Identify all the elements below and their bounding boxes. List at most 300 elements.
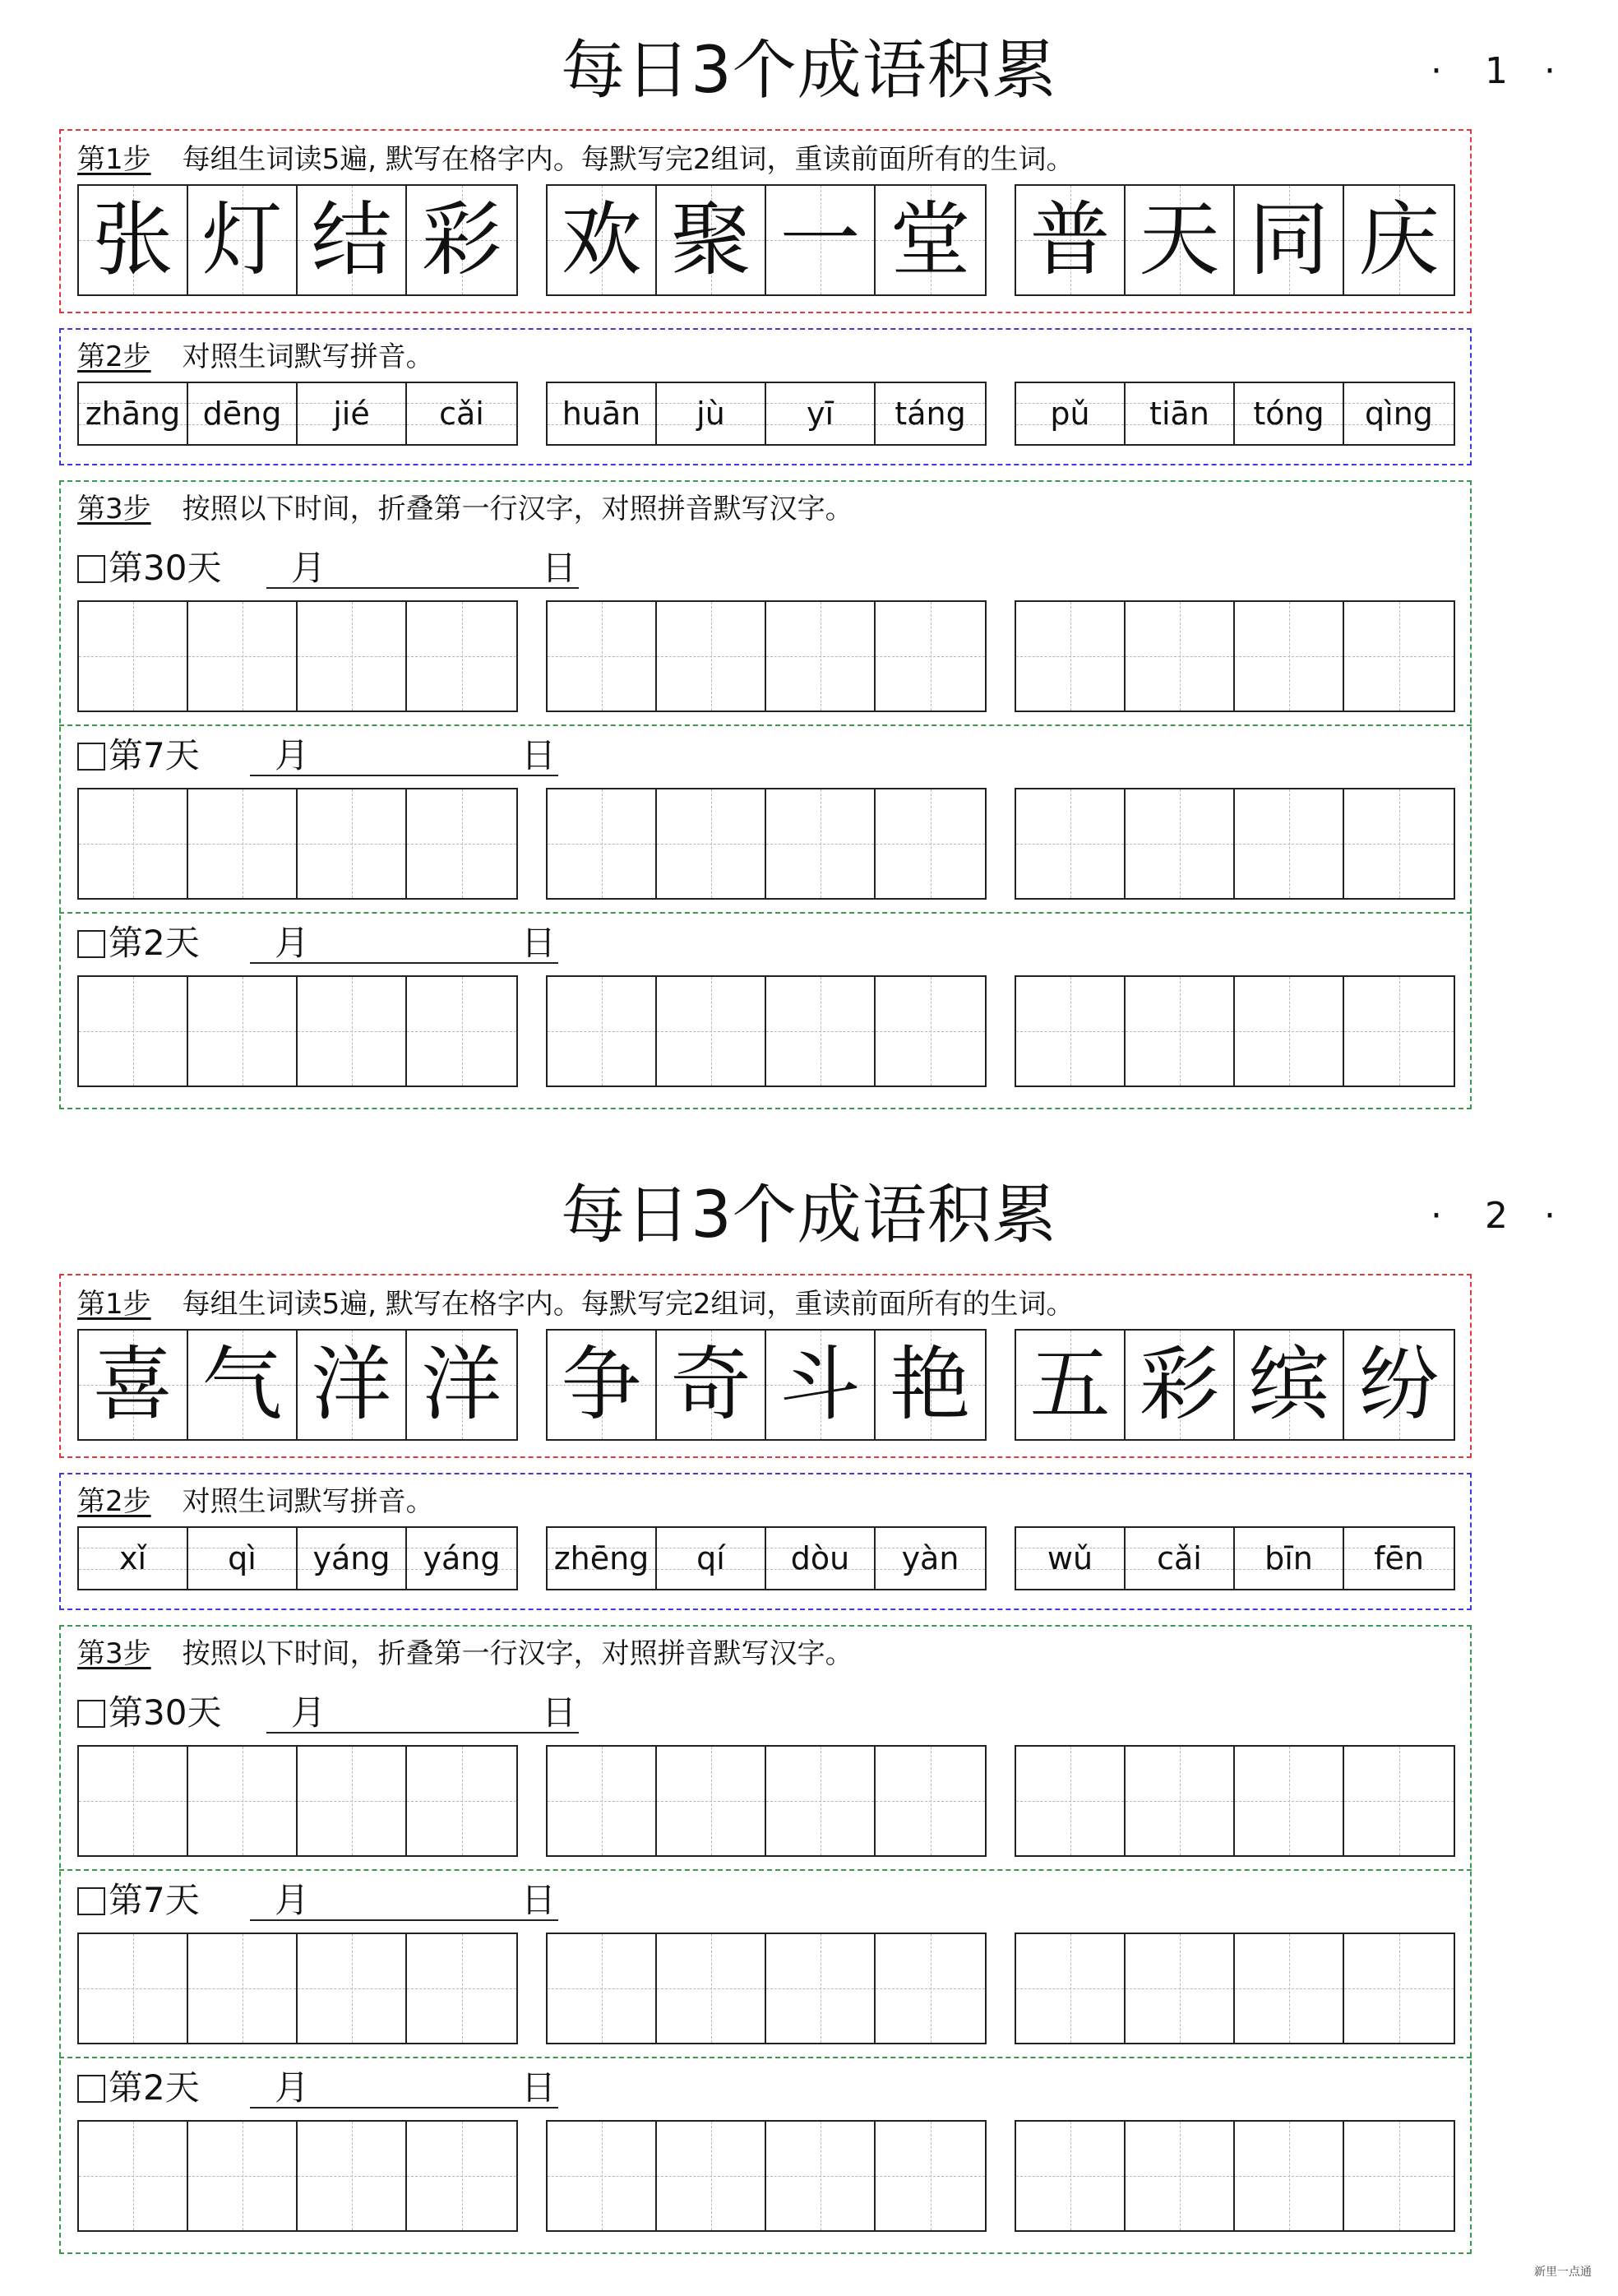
pinyin-text: yàn [901,1540,959,1576]
grid-guide-vertical [602,1934,603,2043]
grid-guide-vertical [711,1934,712,2043]
pinyin-text: yáng [423,1540,501,1576]
grid-guide-vertical [931,1747,932,1855]
character-cell [548,186,657,294]
pinyin-text: jù [696,396,725,432]
pinyin-cell [766,383,876,444]
idiom-character: 纷 [1358,1338,1440,1432]
checkbox[interactable] [77,930,105,958]
pinyin-cell [1126,383,1235,444]
grid-guide-vertical [462,1747,463,1855]
page-number [1431,43,1562,100]
idiom-box[interactable] [77,1933,518,2044]
review-day-label: 第2天 [109,923,200,963]
pinyin-box [546,1526,987,1590]
character-cell [407,1331,516,1439]
writing-cell[interactable] [657,1934,766,2043]
pinyin-cell [548,383,657,444]
section-divider [59,724,1472,726]
grid-guide-vertical [352,1934,353,2043]
writing-cell[interactable] [1235,602,1344,711]
day-label: 日 [521,2067,557,2108]
pinyin-cell [766,1528,876,1589]
grid-guide-vertical [1070,602,1071,711]
grid-guide-vertical [1399,1934,1400,2043]
idiom-character: 灯 [201,193,283,287]
step-number: 第3步 [77,1637,151,1670]
pinyin-text: yī [806,396,834,432]
grid-guide-vertical [462,602,463,711]
pinyin-box [1015,382,1455,446]
writing-cell[interactable] [79,2122,188,2230]
writing-cell[interactable] [876,977,985,1086]
idiom-box [546,1329,987,1441]
step-instruction: 对照生词默写拼音。 [182,340,434,373]
grid-guide-vertical [1289,789,1290,898]
idiom-box[interactable] [1015,600,1455,712]
writing-cell[interactable] [188,789,298,898]
review-day-row [77,548,653,589]
section-divider [59,1869,1472,1871]
writing-cell[interactable] [876,1934,985,2043]
step1-instruction [77,141,1075,178]
idiom-character: 庆 [1358,193,1440,287]
pinyin-text: qì [228,1540,257,1576]
pinyin-box [546,382,987,446]
idiom-box[interactable] [1015,1745,1455,1857]
grid-guide-vertical [1180,789,1181,898]
grid-guide-vertical [931,977,932,1086]
pinyin-cell [1016,383,1126,444]
grid-guide-vertical [602,1747,603,1855]
writing-cell[interactable] [1344,789,1454,898]
grid-guide-vertical [1399,789,1400,898]
idiom-box [77,184,518,296]
pinyin-text: huān [562,396,641,432]
character-cell [657,186,766,294]
grid-guide-vertical [602,2122,603,2230]
writing-cell[interactable] [79,1747,188,1855]
character-cell [876,186,985,294]
writing-cell[interactable] [188,2122,298,2230]
writing-cell[interactable] [1235,2122,1344,2230]
idiom-character: 洋 [421,1338,502,1432]
step1-instruction [77,1286,1075,1322]
pinyin-cell [407,1528,516,1589]
writing-cell[interactable] [407,789,516,898]
writing-cell[interactable] [1235,977,1344,1086]
pinyin-cell [1126,1528,1235,1589]
grid-guide-vertical [133,977,134,1086]
idiom-character: 天 [1139,193,1220,287]
pinyin-cell [657,383,766,444]
writing-cell[interactable] [1126,977,1235,1086]
grid-guide-vertical [352,789,353,898]
page-number-value: 2 [1485,1195,1508,1237]
writing-cell[interactable] [657,602,766,711]
character-cell [1344,186,1454,294]
character-cell [1126,1331,1235,1439]
pinyin-text: zhāng [85,396,181,432]
pinyin-box [1015,1526,1455,1590]
writing-cell[interactable] [548,977,657,1086]
idiom-character: 结 [311,193,392,287]
idiom-box[interactable] [546,2120,987,2232]
idiom-box[interactable] [77,788,518,900]
grid-guide-vertical [931,1934,932,2043]
idiom-box[interactable] [1015,975,1455,1087]
grid-guide-vertical [711,977,712,1086]
writing-cell[interactable] [766,2122,876,2230]
writing-cell[interactable] [407,1934,516,2043]
idiom-box[interactable] [77,975,518,1087]
grid-guide-vertical [352,602,353,711]
pinyin-cell [876,1528,985,1589]
day-label: 日 [542,548,577,588]
character-cell [1016,1331,1126,1439]
pinyin-text: cǎi [439,396,484,432]
grid-guide-vertical [1289,1747,1290,1855]
step-instruction: 对照生词默写拼音。 [182,1485,434,1518]
section-divider [59,2057,1472,2058]
review-day-label: 第2天 [109,2067,200,2108]
page-title: 每日3个成语积累 [561,1178,1057,1252]
writing-cell[interactable] [1126,602,1235,711]
grid-guide-vertical [133,1747,134,1855]
pinyin-text: qí [696,1540,725,1576]
idiom-box[interactable] [546,1933,987,2044]
grid-guide-vertical [1399,977,1400,1086]
writing-cell[interactable] [1235,789,1344,898]
step-number: 第3步 [77,493,151,525]
pinyin-cell [298,1528,407,1589]
grid-guide-vertical [133,2122,134,2230]
pinyin-text: pǔ [1050,396,1090,432]
writing-cell[interactable] [298,602,407,711]
idiom-character: 缤 [1248,1338,1329,1432]
writing-cell[interactable] [766,1747,876,1855]
pinyin-text: tóng [1253,396,1324,432]
character-cell [188,186,298,294]
writing-cell[interactable] [876,2122,985,2230]
idiom-box[interactable] [1015,2120,1455,2232]
step-instruction: 按照以下时间，折叠第一行汉字，对照拼音默写汉字。 [182,493,853,525]
day-label: 日 [521,1880,557,1920]
pinyin-cell [1344,1528,1454,1589]
character-cell [876,1331,985,1439]
idiom-character: 彩 [421,193,502,287]
month-label: 月 [275,735,310,775]
pinyin-text: dēng [202,396,282,432]
review-day-row [77,735,653,776]
writing-cell[interactable] [1344,977,1454,1086]
dot-icon: · [1431,50,1442,92]
writing-cell[interactable] [657,789,766,898]
step-number: 第1步 [77,143,151,176]
checkbox[interactable] [77,1700,105,1728]
idiom-character: 争 [561,1338,642,1432]
writing-cell[interactable] [548,1934,657,2043]
grid-guide-vertical [711,1747,712,1855]
character-cell [1016,186,1126,294]
writing-cell[interactable] [188,602,298,711]
writing-cell[interactable] [766,602,876,711]
writing-cell[interactable] [79,1934,188,2043]
writing-cell[interactable] [657,2122,766,2230]
idiom-character: 张 [92,193,173,287]
idiom-box[interactable] [546,788,987,900]
writing-cell[interactable] [298,2122,407,2230]
step3-instruction [77,1636,853,1672]
writing-cell[interactable] [1344,602,1454,711]
grid-guide-vertical [1070,2122,1071,2230]
character-cell [548,1331,657,1439]
grid-guide-vertical [352,2122,353,2230]
grid-guide-vertical [133,602,134,711]
character-cell [188,1331,298,1439]
review-day-label: 第30天 [109,548,222,588]
grid-guide-vertical [1289,2122,1290,2230]
grid-guide-vertical [602,602,603,711]
pinyin-cell [1235,1528,1344,1589]
dot-icon: · [1544,1195,1556,1237]
writing-cell[interactable] [548,2122,657,2230]
writing-cell[interactable] [298,789,407,898]
grid-guide-vertical [462,1934,463,2043]
grid-guide-vertical [462,2122,463,2230]
character-cell [766,1331,876,1439]
dot-icon: · [1544,50,1556,92]
character-cell [298,1331,407,1439]
idiom-box[interactable] [546,600,987,712]
grid-guide-vertical [1180,977,1181,1086]
page-number-value: 1 [1485,50,1508,92]
pinyin-cell [298,383,407,444]
dot-icon: · [1431,1195,1442,1237]
pinyin-cell [657,1528,766,1589]
character-cell [1344,1331,1454,1439]
idiom-box[interactable] [546,1745,987,1857]
character-cell [1235,186,1344,294]
review-day-row [77,923,653,964]
review-day-label: 第30天 [109,1692,222,1733]
writing-cell[interactable] [548,602,657,711]
pinyin-box [77,382,518,446]
step-number: 第1步 [77,1288,151,1321]
idiom-character: 彩 [1139,1338,1220,1432]
grid-guide-vertical [1399,2122,1400,2230]
pinyin-text: yáng [312,1540,391,1576]
review-day-row [77,1880,653,1921]
character-cell [1126,186,1235,294]
pinyin-text: bīn [1264,1540,1313,1576]
step-instruction: 每组生词读5遍, 默写在格字内。每默写完2组词，重读前面所有的生词。 [182,143,1075,176]
idiom-character: 五 [1029,1338,1111,1432]
idiom-character: 欢 [561,193,642,287]
grid-guide-vertical [1180,2122,1181,2230]
writing-cell[interactable] [1016,602,1126,711]
grid-guide-vertical [1289,977,1290,1086]
writing-cell[interactable] [876,789,985,898]
checkbox[interactable] [77,2075,105,2103]
grid-guide-vertical [711,2122,712,2230]
month-label: 月 [291,548,326,588]
pinyin-cell [1344,383,1454,444]
writing-cell[interactable] [298,1747,407,1855]
grid-guide-vertical [711,789,712,898]
writing-cell[interactable] [1344,1934,1454,2043]
review-day-row [77,1692,653,1734]
writing-cell[interactable] [79,789,188,898]
page-number [1431,1187,1562,1245]
idiom-character: 奇 [670,1338,751,1432]
grid-guide-vertical [1289,602,1290,711]
writing-cell[interactable] [188,1934,298,2043]
idiom-character: 同 [1248,193,1329,287]
day-label: 日 [521,923,557,963]
character-cell [766,186,876,294]
writing-cell[interactable] [548,1747,657,1855]
writing-cell[interactable] [1016,977,1126,1086]
character-cell [298,186,407,294]
writing-cell[interactable] [1016,2122,1126,2230]
pinyin-text: dòu [790,1540,850,1576]
idiom-character: 洋 [311,1338,392,1432]
writing-cell[interactable] [1235,1934,1344,2043]
idiom-character: 一 [779,193,861,287]
pinyin-text: táng [895,396,966,432]
idiom-box[interactable] [77,1745,518,1857]
step-instruction: 每组生词读5遍, 默写在格字内。每默写完2组词，重读前面所有的生词。 [182,1288,1075,1321]
idiom-box[interactable] [546,975,987,1087]
pinyin-cell [548,1528,657,1589]
idiom-box[interactable] [1015,1933,1455,2044]
writing-cell[interactable] [407,977,516,1086]
writing-cell[interactable] [188,977,298,1086]
writing-cell[interactable] [1016,1934,1126,2043]
writing-cell[interactable] [1126,1747,1235,1855]
grid-guide-vertical [711,602,712,711]
writing-cell[interactable] [766,789,876,898]
writing-cell[interactable] [407,2122,516,2230]
character-cell [657,1331,766,1439]
idiom-character: 斗 [779,1338,861,1432]
grid-guide-vertical [1180,1747,1181,1855]
idiom-character: 普 [1029,193,1111,287]
grid-guide-vertical [1070,977,1071,1086]
writing-cell[interactable] [407,1747,516,1855]
pinyin-cell [79,383,188,444]
step-number: 第2步 [77,1485,151,1518]
idiom-box[interactable] [77,600,518,712]
writing-cell[interactable] [657,977,766,1086]
pinyin-cell [407,383,516,444]
writing-cell[interactable] [766,1934,876,2043]
writing-cell[interactable] [876,1747,985,1855]
idiom-character: 喜 [92,1338,173,1432]
grid-guide-vertical [462,977,463,1086]
grid-guide-vertical [133,1934,134,2043]
idiom-box[interactable] [1015,788,1455,900]
idiom-box [77,1329,518,1441]
pinyin-text: qìng [1365,396,1433,432]
step3-instruction [77,491,853,527]
idiom-character: 气 [201,1338,283,1432]
idiom-box [1015,1329,1455,1441]
writing-cell[interactable] [1126,1934,1235,2043]
grid-guide-vertical [133,789,134,898]
grid-guide-vertical [1180,1934,1181,2043]
character-cell [407,186,516,294]
writing-cell[interactable] [766,977,876,1086]
grid-guide-vertical [602,789,603,898]
grid-guide-vertical [1180,602,1181,711]
pinyin-cell [188,1528,298,1589]
day-label: 日 [542,1692,577,1733]
writing-cell[interactable] [548,789,657,898]
step-number: 第2步 [77,340,151,373]
section-divider [59,912,1472,914]
writing-cell[interactable] [407,602,516,711]
pinyin-text: xǐ [118,1540,147,1576]
writing-cell[interactable] [1126,2122,1235,2230]
writing-cell[interactable] [1344,1747,1454,1855]
writing-cell[interactable] [876,602,985,711]
writing-cell[interactable] [657,1747,766,1855]
step2-instruction [77,1484,434,1520]
idiom-box[interactable] [77,2120,518,2232]
review-day-label: 第7天 [109,735,200,775]
pinyin-cell [1016,1528,1126,1589]
writing-cell[interactable] [79,977,188,1086]
checkbox[interactable] [77,1887,105,1915]
grid-guide-vertical [1070,1934,1071,2043]
writing-cell[interactable] [1344,2122,1454,2230]
checkbox[interactable] [77,743,105,771]
month-label: 月 [275,2067,310,2108]
writing-cell[interactable] [1016,1747,1126,1855]
pinyin-cell [188,383,298,444]
grid-guide-vertical [462,789,463,898]
pinyin-text: tiān [1149,396,1209,432]
writing-cell[interactable] [188,1747,298,1855]
review-day-row [77,2067,653,2109]
writing-cell[interactable] [1126,789,1235,898]
writing-cell[interactable] [79,602,188,711]
grid-guide-vertical [1070,1747,1071,1855]
checkbox[interactable] [77,555,105,583]
character-cell [79,1331,188,1439]
grid-guide-vertical [602,977,603,1086]
writing-cell[interactable] [1016,789,1126,898]
grid-guide-vertical [1399,1747,1400,1855]
writing-cell[interactable] [298,1934,407,2043]
grid-guide-vertical [1070,789,1071,898]
grid-guide-vertical [931,2122,932,2230]
grid-guide-vertical [1399,602,1400,711]
pinyin-text: zhēng [553,1540,650,1576]
writing-cell[interactable] [298,977,407,1086]
writing-cell[interactable] [1235,1747,1344,1855]
idiom-character: 堂 [890,193,971,287]
month-label: 月 [275,923,310,963]
character-cell [1235,1331,1344,1439]
idiom-box [1015,184,1455,296]
pinyin-box [77,1526,518,1590]
page-title: 每日3个成语积累 [561,34,1057,108]
worksheet-page [0,1145,1618,2296]
grid-guide-vertical [931,602,932,711]
